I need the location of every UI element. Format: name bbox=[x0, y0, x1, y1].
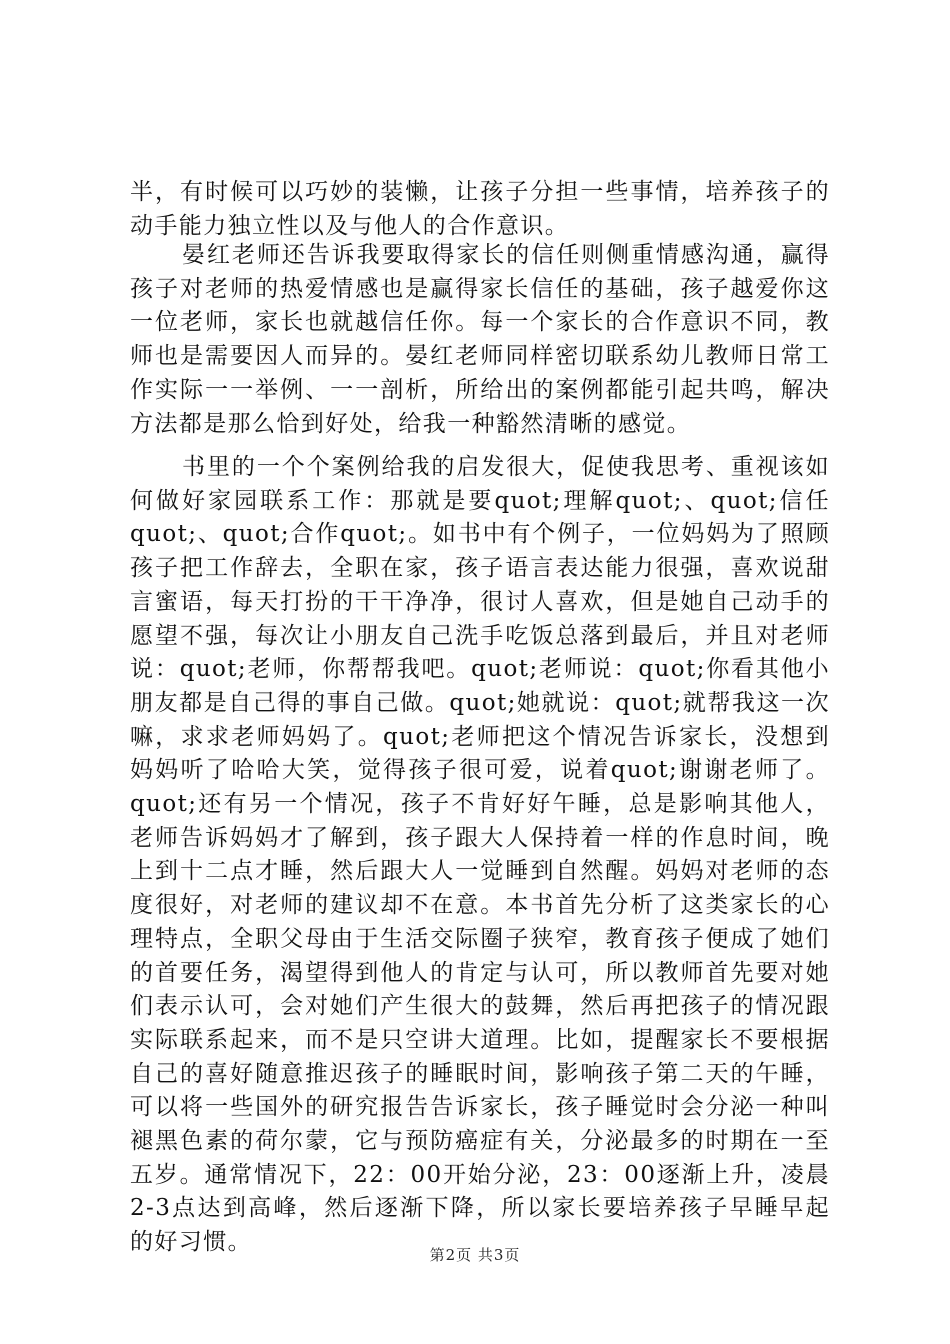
paragraph-case-examples: 书里的一个个案例给我的启发很大，促使我思考、重视该如何做好家园联系工作：那就是要quot;理解quot;、quot;信任quot;、quot;合作quot;。如书中有个例子，一位妈妈为了照顾孩子把工作辞去，全职在家，孩子语言表达能力很强，喜欢说甜言蜜语，每天打扮的干干净净，很讨人喜欢，但是她自己动手的愿望不强，每次让小朋友自己洗手吃饭总落到最后，并且对老师说：quot;老师，你帮帮我吧。quot;老师说：quot;你看其他小朋友都是自己得的事自己做。quot;她就说：quot;就帮我这一次嘛，求求老师妈妈了。quot;老师把这个情况告诉家长，没想到妈妈听了哈哈大笑，觉得孩子很可爱，说着quot;谢谢老师了。quot;还有另一个情况，孩子不肯好好午睡，总是影响其他人，老师告诉妈妈才了解到，孩子跟大人保持着一样的作息时间，晚上到十二点才睡，然后跟大人一觉睡到自然醒。妈妈对老师的态度很好，对老师的建议却不在意。本书首先分析了这类家长的心理特点，全职父母由于生活交际圈子狭窄，教育孩子便成了她们的首要任务，渴望得到他人的肯定与认可，所以教师首先要对她们表示认可，会对她们产生很大的鼓舞，然后再把孩子的情况跟实际联系起来，而不是只空讲大道理。比如，提醒家长不要根据自己的喜好随意推迟孩子的睡眠时间，影响孩子第二天的午睡，可以将一些国外的研究报告告诉家长，孩子睡觉时会分泌一种叫褪黑色素的荷尔蒙，它与预防癌症有关，分泌最多的时期在一至五岁。通常情况下，22：00开始分泌，23：00逐渐上升，凌晨2-3点达到高峰，然后逐渐下降，所以家长要培养孩子早睡早起的好习惯。 bbox=[130, 454, 830, 1256]
page-number-footer: 第2页 共3页 bbox=[429, 1246, 521, 1264]
paragraph-trust-communication: 晏红老师还告诉我要取得家长的信任则侧重情感沟通，赢得孩子对老师的热爱情感也是赢得家长信任的基础，孩子越爱你这一位老师，家长也就越信任你。每一个家长的合作意识不同，教师也是需要因人而异的。晏红老师同样密切联系幼儿教师日常工作实际一一举例、一一剖析，所给出的案例都能引起共鸣，解决方法都是那么恰到好处，给我一种豁然清晰的感觉。 bbox=[130, 242, 830, 437]
paragraph-continuation: 半，有时候可以巧妙的装懒，让孩子分担一些事情，培养孩子的动手能力独立性以及与他人的合作意识。 bbox=[130, 179, 830, 239]
